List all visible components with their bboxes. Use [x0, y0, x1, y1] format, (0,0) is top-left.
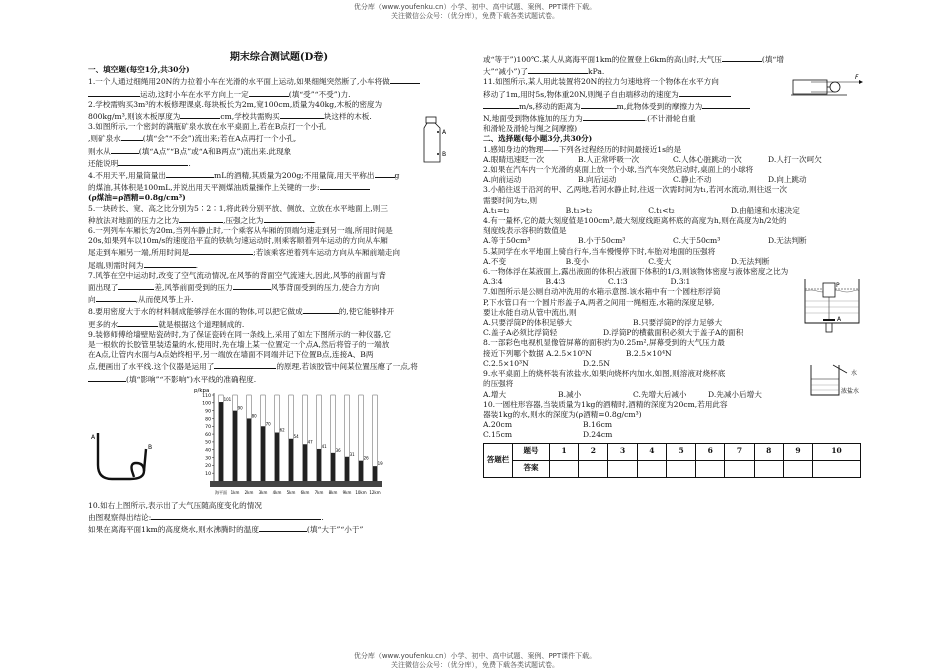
y-tick-label: 30	[205, 456, 211, 462]
watermark-top-line1: 优分库（www.youfenku.cn）小学、初中、高中试题、案例、PPT课件下载。	[353, 3, 597, 11]
question-number: 6	[696, 443, 725, 460]
option-d[interactable]: D.2.5N	[583, 358, 610, 368]
answer-blank[interactable]	[702, 100, 750, 109]
option-b[interactable]: B.向后运动	[578, 175, 617, 185]
option-a[interactable]: A.2.5×10⁵N	[546, 348, 592, 358]
question-9: 9.装修师傅给墙壁贴瓷砖时,为了保证瓷砖在同一条线上,采用了如左下图所示的一种仪器,它 是一根软的长胶管里装适量的水,使用时,先在墙上某一位置定一个点A,然后将管子的一端放 在A点,让管内水面与A点始终相平,另一端放在墙面不同端并记下位置B点,连接A、B两 点,便画出了水平线.这个仪器是运用了 的原理,若该胶管中间某位置压瘪了一点,将 (填“影响”“不影响”)水平线的准确程度.	[88, 329, 418, 384]
answer-blank[interactable]	[118, 281, 154, 290]
bar-7	[317, 449, 321, 481]
answer-cell[interactable]	[696, 460, 725, 477]
data-label-10: 26	[363, 455, 369, 461]
answer-table-row2-label: 答案	[513, 460, 550, 477]
category-label-7: 7km	[314, 489, 324, 495]
exam-title: 期末综合测试题(D卷)	[229, 52, 329, 63]
bar-2	[247, 418, 251, 481]
choice-5: 5.某同学在水平地面上骑自行车,当车慢慢停下时,车胎对地面的压强将 A.不变 B.变小 C.变大 D.无法判断	[483, 247, 863, 267]
y-tick-label: 100	[202, 401, 211, 407]
option-a[interactable]: A.眼睛迅速眨一次	[483, 154, 545, 164]
category-label-1: 1km	[230, 489, 240, 495]
answer-blank[interactable]	[375, 169, 395, 178]
option-b[interactable]: B.小于50cm³	[578, 236, 626, 246]
answer-blank[interactable]	[118, 318, 158, 327]
answer-cell[interactable]	[579, 460, 608, 477]
answer-blank[interactable]	[280, 110, 324, 119]
option-c[interactable]: C.t₁<t₂	[648, 205, 675, 215]
question-4: 4.不用天平,用量筒量出 mL的酒精,其质量为200g;不用量筒,用天平称出 g 的煤油,其体积是100mL,并说出用天平测煤油质量操作上关键的一步: (ρ煤油=ρ酒精=0.8g/cm³)	[88, 171, 400, 203]
y-tick-label: 20	[205, 464, 211, 470]
answer-blank[interactable]	[390, 75, 420, 84]
section2-heading: 二、选择题(每小题3分,共30分)	[483, 134, 593, 144]
option-b[interactable]: B.t₁>t₂	[565, 205, 593, 215]
option-c[interactable]: C.先增大后减小	[633, 389, 687, 399]
y-axis-label: p/kpa	[194, 387, 210, 394]
question-6: 6.一列列车车厢长为20m,当列车静止时,一个乘客从车厢的顶端匀速走到另一端,所用时间是 20s,如果列车以10m/s的速度沿平直的铁轨匀速运动时,则乘客顺着列车运动的方向从车厢 尾走到车厢另一端,所用时间是 ;若该乘客逆着列车运动方向从车厢前端走向 尾端,则需时间为 .	[88, 226, 400, 270]
option-c[interactable]: C.1∶3	[608, 277, 628, 287]
bottle-figure	[414, 116, 450, 164]
option-b[interactable]: B.2.5×10⁴N	[625, 348, 672, 358]
option-a[interactable]: A.增大	[483, 389, 507, 399]
y-tick-label: 70	[205, 424, 211, 430]
category-label-2: 2km	[244, 489, 254, 495]
answer-blank[interactable]	[303, 305, 339, 314]
answer-blank[interactable]	[166, 169, 214, 178]
answer-blank[interactable]	[583, 112, 645, 121]
option-a[interactable]: A.只要浮筒P的体积足够大	[483, 318, 572, 328]
question-8: 8.要用密度大于水的材料制成能够浮在水面的物体,可以把它做成 的,使它能够排开 更多的水 就是根据这个道理制成的.	[88, 307, 395, 329]
bar-10	[359, 461, 363, 481]
question-10-continued: 或“等于”)100℃.某人从离海平面1km的位置登上6km的高山时,大气压 (填“增 大”“减小”)了 kPa.	[483, 55, 784, 77]
svg-text:A: A	[442, 129, 447, 137]
bar-5	[289, 439, 293, 481]
option-c[interactable]: C.人体心脏跳动一次	[673, 154, 742, 164]
svg-text:B: B	[442, 151, 447, 159]
category-label-3: 3km	[258, 489, 268, 495]
bar-11	[373, 466, 377, 481]
option-c[interactable]: C.15cm	[483, 430, 513, 440]
option-c[interactable]: C.大于50cm³	[673, 236, 721, 246]
option-a[interactable]: A.3∶4	[483, 277, 503, 287]
answer-cell[interactable]	[754, 460, 783, 477]
question-number: 3	[608, 443, 637, 460]
question-number: 7	[725, 443, 754, 460]
bar-8	[331, 453, 335, 481]
answer-blank[interactable]	[189, 246, 253, 255]
option-d[interactable]: D.3∶1	[670, 277, 691, 287]
question-10: 10.如右上图所示,表示出了大气压随高度变化的情况 由图观察得出结论: . 如果在离海平面1km的高度烧水,则水沸腾时的温度 (填“大于”“小于”	[88, 500, 364, 535]
option-c[interactable]: C.变大	[648, 256, 672, 266]
answer-table-row1-label: 题号	[513, 443, 550, 460]
data-label-5: 54	[293, 433, 299, 439]
answer-blank[interactable]	[118, 157, 188, 166]
answer-blank[interactable]	[88, 373, 126, 382]
data-label-11: 19	[377, 461, 383, 467]
toilet-tank-figure	[801, 275, 863, 333]
choice-7: 7.如图所示是公厕自动冲洗用的水箱示意图.该水箱中有一个圆柱形浮筒 P,下水管口有一个圆片形盖子A,两者之间用一绳相连,水箱的深度足够, 要让水能自动从管中流出,则 A.只要浮筒P的体积足够大 B.只要浮筒P的浮力足够大 C.盖子A必须比浮筒轻 D.浮筒P的横截面积必须大于盖子A的面积 P A	[483, 287, 863, 338]
question-number: 9	[783, 443, 812, 460]
answer-blank[interactable]	[249, 88, 289, 97]
answer-blank[interactable]	[111, 145, 139, 154]
answer-blank[interactable]	[96, 293, 136, 302]
answer-blank[interactable]	[722, 53, 762, 62]
y-tick-label: 50	[205, 440, 211, 446]
question-3: 3.如图所示,一个密封的满瓶矿泉水放在水平桌面上,若在B点打一个小孔 ,则矿泉水 (填“会”“不会”)流出来;若在A点再打一个小孔, 则水从 (填“A点”“B点”或“A和B两点”)流出来.此现象 还能说明 . A B	[88, 122, 470, 169]
choice-8: 8.一部彩色电视机显像管屏幕的面积约为0.25m²,屏幕受到的大气压力最 接近下列哪个数据 A.2.5×10⁵N B.2.5×10⁴N C.2.5×10³N D.2.5N	[483, 338, 725, 368]
question-2: 2.学校需购买3m³的木板修理课桌.每块板长为2m,宽100cm,质量为40kg,木板的密度为 800kg/m³,则该木板厚度为 cm,学校共需购买 块这样的木板.	[88, 99, 383, 122]
choice-4: 4.有一量杯,它的最大刻度值是100cm³,最大刻度线距离杯底的高度为h,则在高度为h/2处的 刻度线表示容积的数值是 A.等于50cm³ B.小于50cm³ C.大于50cm³ D.无法判断	[483, 216, 863, 247]
option-c[interactable]: C.2.5×10³N	[483, 358, 529, 368]
float-label-p: P	[836, 282, 840, 290]
y-tick-label: 80	[205, 417, 211, 423]
label-a: A	[91, 433, 96, 441]
water-label: 水	[851, 370, 858, 378]
left-column	[88, 53, 470, 536]
answer-cell[interactable]	[550, 460, 579, 477]
answer-blank[interactable]	[233, 281, 271, 290]
answer-blank[interactable]	[679, 88, 731, 97]
choice-2: 2.如果在汽车内一个光滑的桌面上放一个小球,当汽车突然启动时,桌面上的小球将 A.向前运动 B.向后运动 C.静止不动 D.向上跳动	[483, 165, 863, 185]
force-label: F	[855, 74, 859, 82]
option-b[interactable]: B.16cm	[583, 420, 613, 430]
pressure-altitude-chart	[192, 385, 388, 501]
question-number: 2	[579, 443, 608, 460]
y-tick-label: 110	[202, 393, 211, 399]
option-a[interactable]: A.等于50cm³	[483, 236, 531, 246]
answer-table	[483, 443, 861, 478]
answer-cell[interactable]	[608, 460, 637, 477]
section1-heading: 一、填空题(每空1分,共30分)	[88, 65, 190, 75]
answer-blank[interactable]	[483, 100, 519, 109]
option-d[interactable]: D.无法判断	[730, 256, 770, 266]
watermark-top-line2: 关注微信公众号：（优分库），免费下载各类试题试卷。	[391, 12, 559, 20]
option-d[interactable]: D.浮筒P的横截面积必须大于盖子A的面积	[603, 328, 744, 338]
right-column	[483, 53, 863, 478]
option-b[interactable]: B.减小	[558, 389, 582, 399]
figures-row	[88, 385, 470, 501]
option-b[interactable]: B.人正常呼吸一次	[578, 154, 640, 164]
watermark-bottom	[0, 652, 950, 670]
answer-cell[interactable]	[637, 460, 666, 477]
choice-10: 10.一圆柱形容器,当装质量为1kg的酒精时,酒精的深度为20cm,若用此容 器装1kg的水,则水的深度为(ρ酒精=0.8g/cm³) A.20cm B.16cm C.15cm D.24cm	[483, 399, 728, 440]
data-label-7: 41	[321, 443, 327, 449]
choice-9: 9.水平桌面上的烧杯装有浓盐水,如果向烧杯内加水,如图,则溶液对烧杯底 的压强将 A.增大 B.减小 C.先增大后减小 D.先减小后增大 水 浓盐水	[483, 369, 863, 400]
y-tick-label: 40	[205, 448, 211, 454]
option-b[interactable]: B.4∶3	[545, 277, 566, 287]
category-label-8: 8km	[328, 489, 338, 495]
category-label-6: 6km	[300, 489, 310, 495]
choice-1: 1.感知身边的物理——下列各过程经历的时间最接近1s的是 A.眼睛迅速眨一次 B.人正常呼吸一次 C.人体心脏跳动一次 D.人打一次呵欠	[483, 145, 863, 165]
data-label-3: 70	[265, 421, 271, 427]
watermark-top	[0, 3, 950, 21]
y-tick-label: 10	[205, 471, 211, 477]
answer-blank[interactable]	[88, 88, 140, 97]
answer-blank[interactable]	[151, 511, 321, 520]
bar-4	[275, 432, 279, 480]
choice-3: 3.小船往返于沿河的甲、乙两地,若河水静止时,往返一次需时间为t₁,若河水流动,则往返一次 需要时间为t₂,则 A.t₁=t₂ B.t₁>t₂ C.t₁<t₂ D.由船速和水速决定	[483, 185, 863, 216]
question-5: 5.一块砖长、宽、高之比分别为5∶2∶1,将此砖分别平放、侧放、立放在水平地面上,则三 种放法对地面的压力之比为 ,压强之比为 .	[88, 203, 388, 225]
answer-blank[interactable]	[144, 259, 196, 268]
y-tick-label: 60	[205, 432, 211, 438]
option-c[interactable]: C.盖子A必须比浮筒轻	[483, 328, 558, 338]
option-d[interactable]: D.向上跳动	[768, 175, 807, 185]
answer-blank[interactable]	[264, 214, 314, 223]
option-a[interactable]: A.20cm	[483, 420, 513, 430]
question-1: 1.一个人通过细绳用20N的力拉着小车在光滑的水平面上运动,如果细绳突然断了,小车将做 运动,这时小车在水平方向上一定 (填“受”“不受”)力.	[88, 75, 470, 99]
beaker-figure	[803, 363, 865, 399]
category-label-10: 10km	[355, 489, 367, 495]
bar-3	[261, 426, 265, 481]
answer-cell[interactable]	[783, 460, 812, 477]
base-strip	[210, 481, 382, 487]
category-label-11: 12km	[369, 489, 381, 495]
question-number: 10	[813, 443, 861, 460]
brine-label: 浓盐水	[841, 388, 860, 396]
data-label-6: 47	[307, 439, 313, 445]
data-label-0: 101	[223, 396, 232, 402]
answer-cell[interactable]	[666, 460, 695, 477]
watermark-bottom-line2: 关注微信公众号：（优分库），免费下载各类试题试卷。	[391, 661, 559, 669]
data-label-4: 62	[279, 427, 285, 433]
answer-blank[interactable]	[179, 214, 223, 223]
bar-6	[303, 444, 307, 481]
option-d[interactable]: D.由船速和水速决定	[730, 205, 800, 215]
option-d[interactable]: D.无法判断	[768, 236, 807, 246]
data-label-2: 80	[251, 413, 257, 419]
option-d[interactable]: D.人打一次呵欠	[768, 154, 822, 164]
category-label-5: 5km	[286, 489, 296, 495]
bar-9	[345, 457, 349, 481]
answer-blank[interactable]	[180, 110, 220, 119]
option-d[interactable]: D.先减小后增大	[708, 389, 762, 399]
answer-cell[interactable]	[813, 460, 861, 477]
question-number: 1	[550, 443, 579, 460]
data-label-1: 90	[237, 405, 243, 411]
option-b[interactable]: B.只要浮筒P的浮力足够大	[633, 318, 723, 328]
data-label-8: 36	[335, 447, 341, 453]
answer-blank[interactable]	[320, 181, 370, 190]
category-label-4: 4km	[272, 489, 282, 495]
answer-blank[interactable]	[528, 65, 588, 74]
option-a[interactable]: A.向前运动	[483, 175, 522, 185]
answer-blank[interactable]	[121, 132, 143, 141]
y-tick-label: 90	[205, 409, 211, 415]
bar-0	[219, 402, 223, 481]
answer-cell[interactable]	[725, 460, 754, 477]
question-11: 11.如图所示,某人用此装置将20N的拉力匀速地将一个物体在水平方向 移动了1m,用时5s,物体重20N,则绳子自由端移动的速度为 m/s,移动的距离为 m,此物体受到的摩擦力为 N,地面受到物体施加的压力为 .(不计滑轮自重 和滑轮及滑轮与绳之间摩擦) F	[483, 77, 863, 134]
category-label-0: 海平面	[215, 489, 227, 495]
option-d[interactable]: D.24cm	[583, 430, 613, 440]
data-label-9: 31	[349, 451, 355, 457]
answer-blank[interactable]	[214, 360, 276, 369]
option-b[interactable]: B.变小	[565, 256, 589, 266]
pulley-figure	[791, 71, 865, 103]
lid-label-a: A	[837, 316, 842, 324]
label-b: B	[148, 443, 153, 451]
option-a[interactable]: A.t₁=t₂	[483, 205, 510, 215]
category-label-9: 9km	[342, 489, 352, 495]
choice-6: 6.一物体浮在某液面上,露出液面的体积占液面下体积的1/3,则该物体密度与液体密度之比为 A.3∶4 B.4∶3 C.1∶3 D.3∶1	[483, 267, 789, 287]
hose-level-figure	[90, 427, 156, 487]
bar-1	[233, 411, 237, 481]
option-c[interactable]: C.静止不动	[673, 175, 712, 185]
watermark-bottom-line1: 优分库（www.youfenku.cn）小学、初中、高中试题、案例、PPT课件下载。	[353, 652, 597, 660]
question-number: 8	[754, 443, 783, 460]
answer-blank[interactable]	[259, 523, 307, 532]
question-number: 4	[637, 443, 666, 460]
option-a[interactable]: A.不变	[483, 256, 507, 266]
question-number: 5	[666, 443, 695, 460]
answer-blank[interactable]	[581, 100, 617, 109]
question-7: 7.风筝在空中运动时,改变了空气流动情况,在风筝的背面空气流速大,因此,风筝的前面与背 面出现了 差,风筝前面受到的压力 风筝背面受到的压力,使合力方向 向 ,从而使风筝上升.	[88, 270, 386, 305]
answer-table-side-label: 答题栏	[484, 443, 513, 477]
